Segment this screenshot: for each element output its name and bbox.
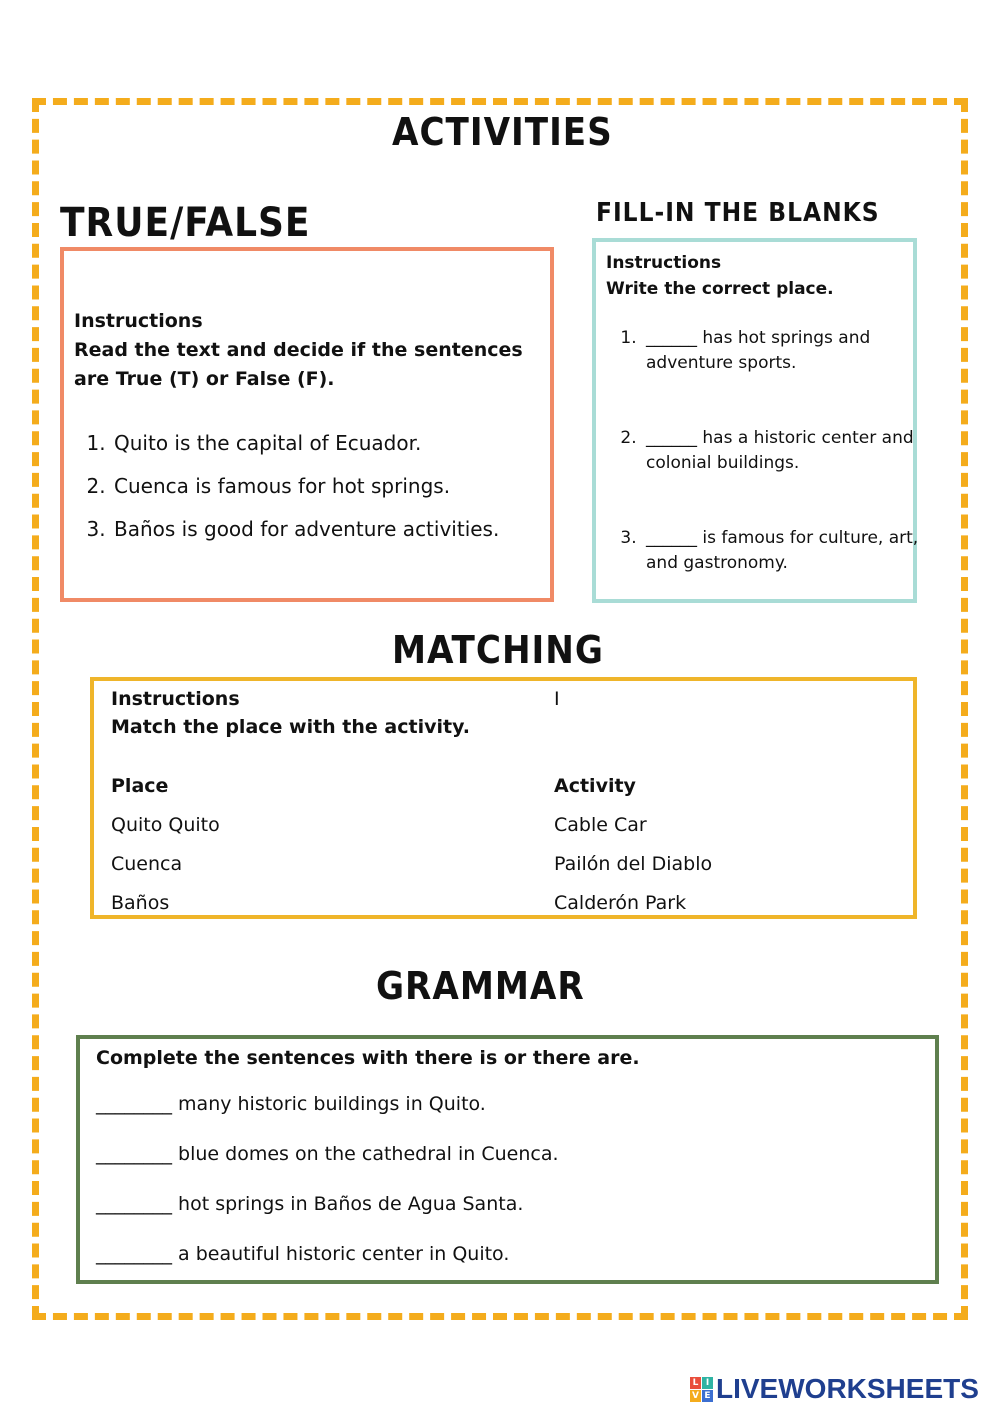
grammar-box — [76, 1035, 939, 1284]
list-item: 2. Cuenca is famous for hot springs. — [112, 474, 592, 498]
list-item: 3. Baños is good for adventure activities. — [112, 517, 592, 541]
fill-blanks-list — [596, 326, 937, 626]
list-item: 3. ______ is famous for culture, art, and gastronomy. — [642, 526, 937, 576]
grammar-sentence[interactable]: ________ hot springs in Baños de Agua Santa. — [96, 1193, 524, 1215]
true-false-instructions — [74, 307, 544, 394]
list-item: 1. Quito is the capital of Ecuador. — [112, 431, 592, 455]
place-column — [111, 771, 220, 927]
true-false-box — [60, 247, 554, 602]
fill-blanks-heading: FILL-IN THE BLANKS — [596, 198, 880, 228]
true-false-list — [64, 431, 592, 560]
fill-blanks-instructions — [606, 250, 834, 302]
activity-header: Activity — [554, 775, 636, 797]
instructions-label: Instructions — [74, 310, 203, 332]
place-item[interactable]: Cuenca — [111, 853, 183, 875]
instructions-label: Instructions — [606, 253, 722, 273]
liveworksheets-logo — [690, 1374, 979, 1404]
badge-letter: V — [690, 1390, 701, 1402]
grammar-sentences — [96, 1093, 559, 1293]
matching-heading: MATCHING — [392, 628, 604, 672]
fill-blanks-box — [592, 238, 917, 603]
activity-item[interactable]: Cable Car — [554, 814, 647, 836]
grammar-sentence[interactable]: ________ a beautiful historic center in Quito. — [96, 1243, 510, 1265]
grammar-sentence[interactable]: ________ many historic buildings in Quito. — [96, 1093, 486, 1115]
instructions-text: Read the text and decide if the sentences are True (T) or False (F). — [74, 339, 523, 390]
grammar-instructions: Complete the sentences with there is or there are. — [96, 1047, 640, 1069]
badge-letter: I — [702, 1377, 713, 1389]
matching-box — [90, 677, 917, 919]
activity-item[interactable]: Pailón del Diablo — [554, 853, 713, 875]
instructions-text: Match the place with the activity. — [111, 716, 470, 738]
grammar-sentence[interactable]: ________ blue domes on the cathedral in Cuenca. — [96, 1143, 559, 1165]
badge-letter: L — [690, 1377, 701, 1389]
logo-badge-icon — [690, 1377, 713, 1402]
grammar-heading: GRAMMAR — [376, 964, 585, 1008]
activity-column — [554, 771, 712, 927]
list-item: 1. ______ has hot springs and adventure sports. — [642, 326, 937, 376]
true-false-heading: TRUE/FALSE — [60, 200, 311, 246]
place-item[interactable]: Quito Quito — [111, 814, 220, 836]
page-title: ACTIVITIES — [392, 110, 613, 154]
instructions-text: Write the correct place. — [606, 279, 834, 299]
list-item: 2. ______ has a historic center and colonial buildings. — [642, 426, 937, 476]
stray-text-mark: I — [554, 688, 560, 710]
place-item[interactable]: Baños — [111, 892, 170, 914]
brand-name: LIVEWORKSHEETS — [716, 1373, 979, 1404]
instructions-label: Instructions — [111, 688, 240, 710]
activity-item[interactable]: Calderón Park — [554, 892, 687, 914]
place-header: Place — [111, 775, 169, 797]
badge-letter: E — [702, 1390, 713, 1402]
matching-instructions — [111, 685, 470, 741]
